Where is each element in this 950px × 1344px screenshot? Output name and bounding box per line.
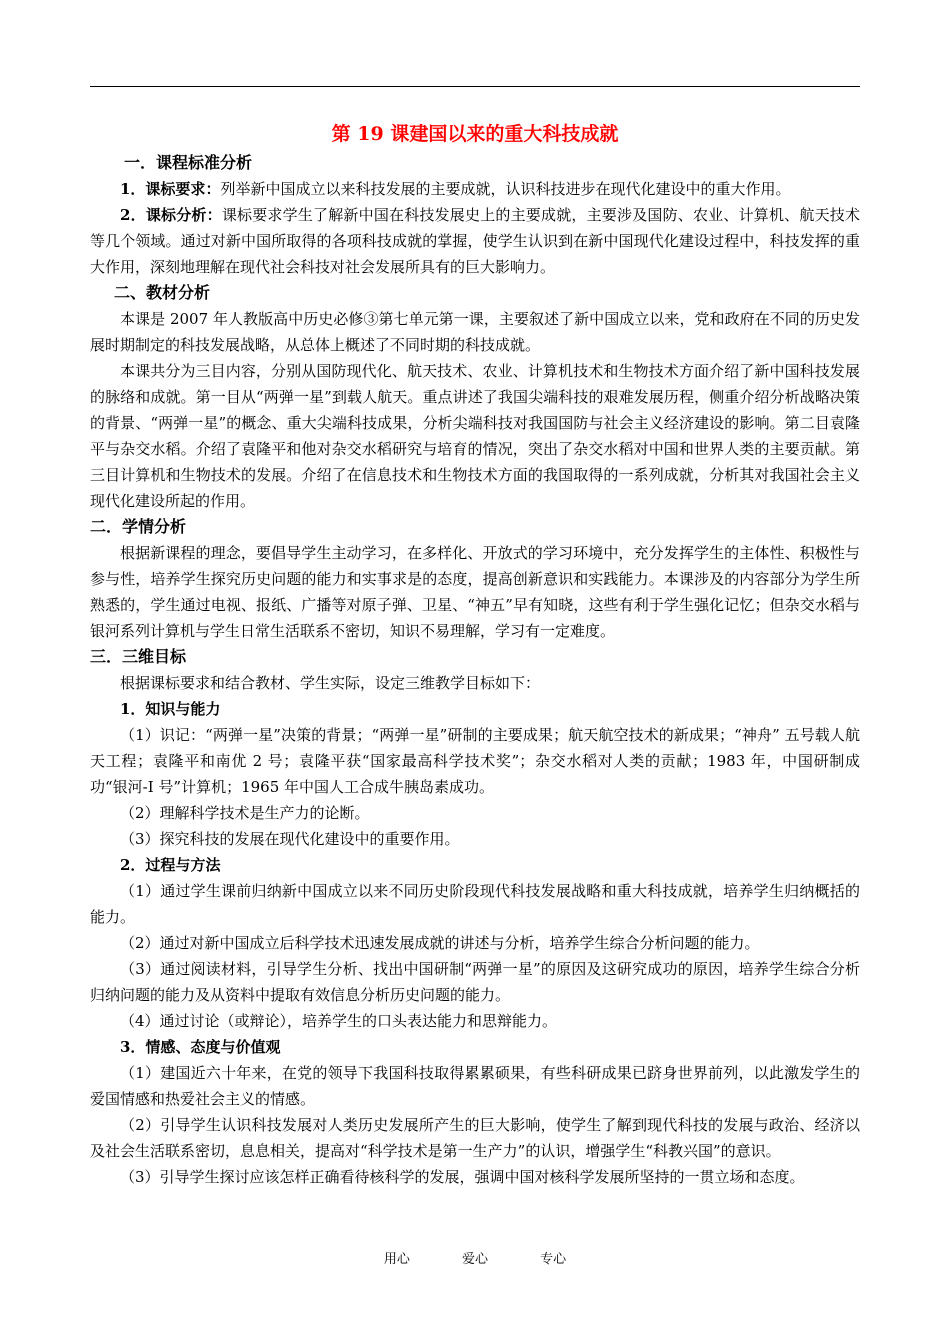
section-heading-objectives: 三．三维目标 bbox=[90, 647, 187, 666]
list-item: （4）通过讨论（或辩论），培养学生的口头表达能力和思辩能力。 bbox=[120, 1012, 558, 1030]
subheading-process: 2．过程与方法 bbox=[120, 856, 221, 874]
paragraph: 本课是 2007 年人教版高中历史必修③第七单元第一课，主要叙述了新中国成立以来，党和政府在不同的历史发展时期制定的科技发展战略，从总体上概述了不同时期的科技成就。 bbox=[90, 310, 860, 354]
section-heading-students: 二．学情分析 bbox=[90, 517, 187, 536]
footer-word: 用心 bbox=[383, 1252, 410, 1267]
paragraph-label: 1．课标要求： bbox=[120, 180, 221, 198]
paragraph-label: 2．课标分析： bbox=[120, 206, 222, 224]
list-item: （2）理解科学技术是生产力的论断。 bbox=[120, 804, 370, 822]
list-item: （3）引导学生探讨应该怎样正确看待核科学的发展，强调中国对核科学发展所坚持的一贯立场和态度。 bbox=[120, 1168, 805, 1186]
header-rule bbox=[90, 86, 860, 87]
list-item: （2）通过对新中国成立后科学技术迅速发展成就的讲述与分析，培养学生综合分析问题的能力。 bbox=[120, 934, 760, 952]
list-item: （3）探究科技的发展在现代化建设中的重要作用。 bbox=[120, 830, 460, 848]
list-item: （3）通过阅读材料，引导学生分析、找出中国研制“两弹一星”的原因及这研究成功的原因，培养学生综合分析归纳问题的能力及从资料中提取有效信息分析历史问题的能力。 bbox=[90, 960, 860, 1004]
paragraph-text: 列举新中国成立以来科技发展的主要成就，认识科技进步在现代化建设中的重大作用。 bbox=[220, 180, 791, 198]
paragraph: 本课共分为三目内容，分别从国防现代化、航天技术、农业、计算机技术和生物技术方面介绍了新中国科技发展的脉络和成就。第一目从“两弹一星”到载人航天。重点讲述了我国尖端科技的艰难发展历程，侧重介绍分析战略决策的背景、“两弹一星”的概念、重大尖端科技成果，分析尖端科技对我国国防与社会主义经济建设的影响。第二目袁隆平与杂交水稻。介绍了袁隆平和他对杂交水稻研究与培育的情况，突出了杂交水稻对中国和世界人类的主要贡献。第三目计算机和生物技术的发展。介绍了在信息技术和生物技术方面的我国取得的一系列成就，分析其对我国社会主义现代化建设所起的作用。 bbox=[90, 362, 860, 510]
section-heading-textbook: 二、教材分析 bbox=[114, 283, 211, 302]
subheading-knowledge: 1．知识与能力 bbox=[120, 700, 221, 718]
footer-word: 爱心 bbox=[461, 1252, 488, 1267]
page-footer bbox=[0, 1248, 950, 1267]
list-item: （1）识记：“两弹一星”决策的背景；“两弹一星”研制的主要成果；航天航空技术的新成果；“神舟” 五号载人航天工程；袁隆平和南优 2 号；袁隆平获“国家最高科学技术奖”；杂交水稻对人类的贡献；1983 年，中国研制成功“银河-Ⅰ 号”计算机；1965 年中国人工合成牛胰岛素成功。 bbox=[90, 726, 860, 796]
subheading-values: 3．情感、态度与价值观 bbox=[120, 1038, 281, 1056]
list-item: （2）引导学生认识科技发展对人类历史发展所产生的巨大影响，使学生了解到现代科技的发展与政治、经济以及社会生活联系密切，息息相关，提高对“科学技术是第一生产力”的认识，增强学生“科教兴国”的意识。 bbox=[90, 1116, 860, 1160]
list-item: （1）通过学生课前归纳新中国成立以来不同历史阶段现代科技发展战略和重大科技成就，培养学生归纳概括的能力。 bbox=[90, 882, 860, 926]
paragraph: 根据新课程的理念，要倡导学生主动学习，在多样化、开放式的学习环境中，充分发挥学生的主体性、积极性与参与性，培养学生探究历史问题的能力和实事求是的态度，提高创新意识和实践能力。本课涉及的内容部分为学生所熟悉的，学生通过电视、报纸、广播等对原子弹、卫星、“神五”早有知晓，这些有利于学生强化记忆；但杂交水稻与银河系列计算机与学生日常生活联系不密切，知识不易理解，学习有一定难度。 bbox=[90, 544, 860, 640]
list-item: （1）建国近六十年来，在党的领导下我国科技取得累累硕果，有些科研成果已跻身世界前列，以此激发学生的爱国情感和热爱社会主义的情感。 bbox=[90, 1064, 860, 1108]
section-heading-curriculum: 一．课程标准分析 bbox=[124, 153, 253, 172]
footer-word: 专心 bbox=[540, 1252, 567, 1267]
document-body bbox=[90, 118, 860, 1190]
paragraph: 根据课标要求和结合教材、学生实际，设定三维教学目标如下： bbox=[120, 674, 541, 692]
page-title: 第 19 课建国以来的重大科技成就 bbox=[331, 123, 619, 145]
paragraph bbox=[90, 202, 860, 280]
paragraph bbox=[90, 176, 860, 202]
paragraph-text: 课标要求学生了解新中国在科技发展史上的主要成就，主要涉及国防、农业、计算机、航天技术等几个领域。通过对新中国所取得的各项科技成就的掌握，使学生认识到在新中国现代化建设过程中，科技发挥的重大作用，深刻地理解在现代社会科技对社会发展所具有的巨大影响力。 bbox=[90, 206, 860, 276]
